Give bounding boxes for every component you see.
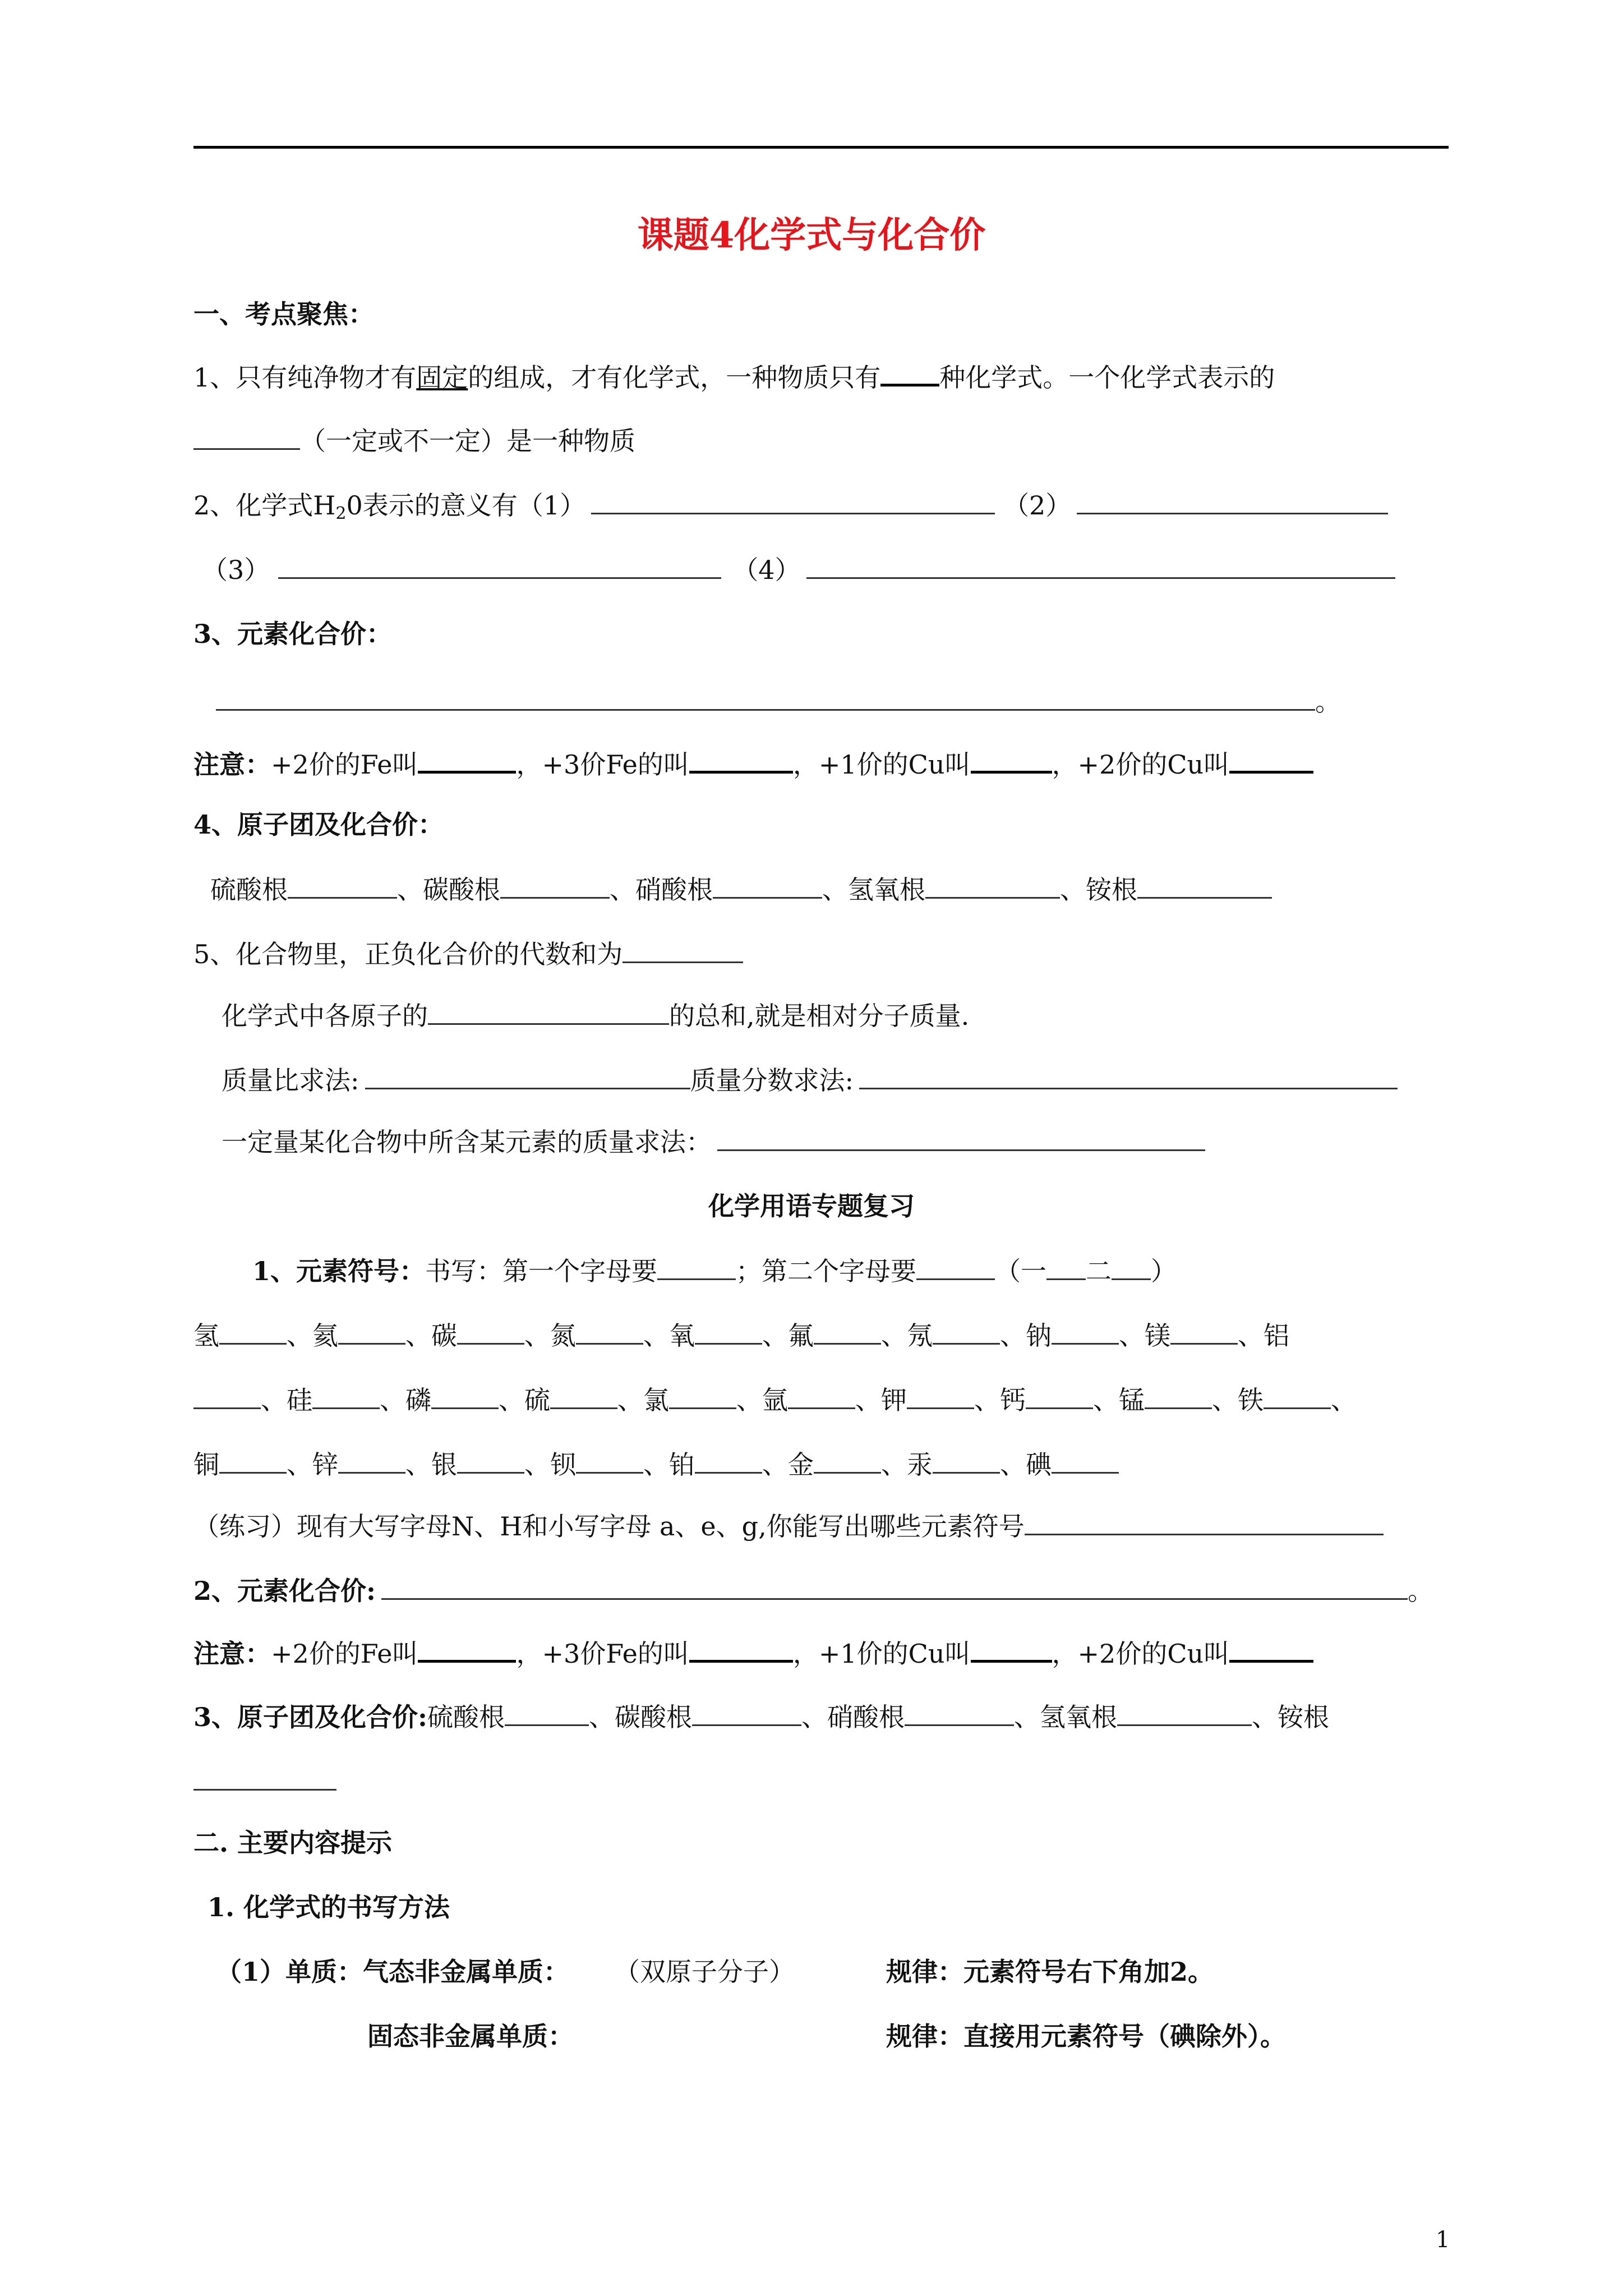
blank[interactable] xyxy=(657,1254,736,1280)
blank[interactable] xyxy=(692,1700,801,1726)
radical-line-cont xyxy=(193,1764,336,1798)
radical-label: 硫酸根 xyxy=(427,1702,505,1732)
blank[interactable] xyxy=(1229,1635,1313,1663)
review-title: 化学用语专题复习 xyxy=(708,1191,915,1221)
blank[interactable] xyxy=(1046,1254,1086,1280)
radical-label: 、碳酸根 xyxy=(589,1702,692,1732)
blank[interactable] xyxy=(1052,1318,1119,1345)
blank[interactable] xyxy=(381,1573,1408,1600)
blank[interactable] xyxy=(814,1447,881,1474)
blank[interactable] xyxy=(1145,1383,1212,1409)
e1-text: 二 xyxy=(1086,1256,1112,1286)
note-text: +2价的Fe叫 xyxy=(271,1639,418,1669)
rule-line-1-c: 规律：元素符号右下角加2。 xyxy=(886,1957,1214,1987)
radical-label: 、碳酸根 xyxy=(397,875,500,905)
element-label: 氢 xyxy=(193,1320,219,1351)
blank[interactable] xyxy=(591,488,995,514)
blank[interactable] xyxy=(689,1635,793,1663)
blank[interactable] xyxy=(925,872,1060,899)
blank[interactable] xyxy=(880,359,939,386)
blank[interactable] xyxy=(933,1447,1000,1474)
blank[interactable] xyxy=(288,872,397,899)
radical-label: 、铵根 xyxy=(1060,875,1137,905)
blank[interactable] xyxy=(1264,1383,1331,1409)
blank[interactable] xyxy=(1052,1447,1119,1474)
period: 。 xyxy=(1408,1576,1433,1606)
radical-label: 、铵根 xyxy=(1252,1702,1329,1732)
blank[interactable] xyxy=(859,1063,1398,1089)
q5-text: 质量比求法: xyxy=(222,1065,359,1096)
blank[interactable] xyxy=(418,1635,516,1663)
practice-line xyxy=(193,1509,1384,1543)
q2-text: 2、化学式H xyxy=(193,490,336,521)
blank[interactable] xyxy=(1112,1254,1151,1280)
e1-text: ） xyxy=(1151,1256,1177,1286)
blank[interactable] xyxy=(428,999,669,1025)
e2-label: 2、元素化合价: xyxy=(193,1576,376,1606)
element-label: 、氯 xyxy=(617,1385,669,1415)
radical-label: 、氢氧根 xyxy=(822,875,925,905)
radical-label: 、硝酸根 xyxy=(610,875,713,905)
element-label: 、钡 xyxy=(524,1450,576,1480)
element-label: 、镁 xyxy=(1119,1320,1170,1351)
rule-line-1-b: （双原子分子） xyxy=(614,1957,795,1987)
q2-text: 0表示的意义有（1） xyxy=(346,490,586,521)
element-label: 、钾 xyxy=(855,1385,907,1415)
practice-text: （练习）现有大写字母N、H和小写字母 a、e、g,你能写出哪些元素符号 xyxy=(193,1511,1025,1542)
period: 。 xyxy=(1315,687,1341,717)
element-label: 、铂 xyxy=(643,1450,695,1480)
question-1 xyxy=(193,359,1275,394)
element-label: 、碳 xyxy=(405,1320,457,1351)
blank[interactable] xyxy=(312,1383,380,1409)
blank[interactable] xyxy=(365,1063,690,1089)
blank[interactable] xyxy=(1077,488,1388,514)
element-label: 、碘 xyxy=(1000,1450,1052,1480)
subscript: 2 xyxy=(335,504,347,523)
question-2-cont xyxy=(202,553,1395,587)
q5-text: 的总和,就是相对分子质量. xyxy=(669,1001,970,1031)
element-symbol-rule xyxy=(252,1254,1177,1288)
blank[interactable] xyxy=(193,424,300,450)
header-rule xyxy=(193,146,1449,149)
note-text: ，+1价的Cu叫 xyxy=(792,749,971,780)
blank[interactable] xyxy=(695,1447,762,1474)
e1-text: 书写：第一个字母要 xyxy=(425,1256,658,1286)
valence-line xyxy=(193,1573,1433,1608)
subheading-formula-writing: 1. 化学式的书写方法 xyxy=(208,1892,450,1922)
element-label: 、氧 xyxy=(643,1320,695,1351)
note-text: ，+3价Fe的叫 xyxy=(516,749,689,780)
section-heading-2: 二. 主要内容提示 xyxy=(193,1828,393,1858)
element-label: 、硅 xyxy=(261,1385,312,1415)
blank[interactable] xyxy=(1025,1509,1384,1535)
element-label: 、氮 xyxy=(524,1320,576,1351)
element-label: 、氟 xyxy=(762,1320,814,1351)
page-number: 1 xyxy=(1436,2227,1450,2253)
radical-label: 硫酸根 xyxy=(210,875,288,905)
q5-text: 质量分数求法: xyxy=(690,1065,854,1096)
blank[interactable] xyxy=(814,1318,881,1345)
q1-text: 的组成，才有化学式，一种物质只有 xyxy=(468,362,881,393)
q5-text: 化学式中各原子的 xyxy=(222,1001,428,1031)
q5-text: 一定量某化合物中所含某元素的质量求法： xyxy=(222,1127,712,1157)
element-row-1 xyxy=(193,1318,1289,1352)
element-label: 、氩 xyxy=(736,1385,788,1415)
question-3-answer xyxy=(216,684,1341,719)
note-label: 注意： xyxy=(193,749,271,780)
q2-text: （3） xyxy=(202,555,270,585)
blank[interactable] xyxy=(689,746,793,774)
section-heading: 一、考点聚焦： xyxy=(193,299,374,329)
blank[interactable] xyxy=(418,746,516,774)
blank[interactable] xyxy=(695,1318,762,1345)
radical-list xyxy=(210,872,1272,907)
rule-line-1-a: （1）单质：气态非金属单质： xyxy=(216,1957,570,1987)
blank[interactable] xyxy=(576,1447,643,1474)
note-text: ，+1价的Cu叫 xyxy=(792,1639,971,1669)
note-1 xyxy=(193,746,1313,781)
blank[interactable] xyxy=(907,1383,974,1409)
blank[interactable] xyxy=(623,937,743,963)
element-label: 、锰 xyxy=(1093,1385,1145,1415)
blank[interactable] xyxy=(338,1447,405,1474)
blank[interactable] xyxy=(431,1383,499,1409)
blank[interactable] xyxy=(338,1318,405,1345)
e1-text: ；第二个字母要 xyxy=(736,1256,917,1286)
q1-text: （一定或不一定）是一种物质 xyxy=(300,426,635,456)
note-text: +2价的Fe叫 xyxy=(271,749,418,780)
blank[interactable] xyxy=(905,1700,1014,1726)
question-2 xyxy=(193,488,1388,531)
q2-text: （4） xyxy=(732,555,801,585)
note-2 xyxy=(193,1635,1313,1671)
element-label: 、氦 xyxy=(287,1320,338,1351)
element-label: 铜 xyxy=(193,1450,219,1480)
note-text: ，+2价的Cu叫 xyxy=(1052,749,1230,780)
e3-label: 3、原子团及化合价: xyxy=(193,1702,427,1732)
blank[interactable] xyxy=(1117,1700,1252,1726)
blank[interactable] xyxy=(219,1447,287,1474)
blank[interactable] xyxy=(788,1383,855,1409)
blank[interactable] xyxy=(193,1383,261,1409)
blank[interactable] xyxy=(1137,872,1272,899)
question-1-cont xyxy=(193,424,635,458)
question-5 xyxy=(193,937,743,971)
radical-label: 、氢氧根 xyxy=(1014,1702,1117,1732)
blank[interactable] xyxy=(193,1764,336,1791)
element-label: 、钠 xyxy=(1000,1320,1052,1351)
q1-text: 1、只有纯净物才有 xyxy=(193,362,417,393)
blank[interactable] xyxy=(971,1635,1052,1663)
element-label: 、银 xyxy=(405,1450,457,1480)
blank[interactable] xyxy=(1170,1318,1238,1345)
blank[interactable] xyxy=(916,1254,995,1280)
rule-line-2-b: 规律：直接用元素符号（碘除外）。 xyxy=(886,2021,1286,2051)
radical-label: 、硝酸根 xyxy=(801,1702,905,1732)
element-label: 、铁 xyxy=(1212,1385,1264,1415)
e1-label: 1、元素符号： xyxy=(252,1256,426,1286)
element-label: 、硫 xyxy=(499,1385,550,1415)
page-title: 课题4化学式与化合价 xyxy=(637,214,986,256)
q1-underlined: 固定 xyxy=(416,362,468,393)
blank[interactable] xyxy=(550,1383,617,1409)
blank[interactable] xyxy=(216,684,1315,711)
element-label: 、锌 xyxy=(287,1450,338,1480)
element-label: 、磷 xyxy=(380,1385,431,1415)
blank[interactable] xyxy=(457,1447,524,1474)
rule-line-2-a: 固态非金属单质： xyxy=(367,2021,574,2051)
blank[interactable] xyxy=(971,746,1052,774)
note-text: ，+2价的Cu叫 xyxy=(1052,1639,1230,1669)
element-label: 、金 xyxy=(762,1450,814,1480)
blank[interactable] xyxy=(806,553,1395,579)
q2-text: （2） xyxy=(1003,490,1072,521)
blank[interactable] xyxy=(457,1318,524,1345)
element-row-2 xyxy=(193,1383,1357,1417)
note-text: ，+3价Fe的叫 xyxy=(516,1639,689,1669)
element-label: 、钙 xyxy=(974,1385,1026,1415)
blank[interactable] xyxy=(219,1318,287,1345)
element-label: 、氖 xyxy=(881,1320,933,1351)
blank[interactable] xyxy=(713,872,822,899)
e1-text: （一 xyxy=(995,1256,1047,1286)
question-5d xyxy=(222,1125,1205,1159)
blank[interactable] xyxy=(669,1383,736,1409)
blank[interactable] xyxy=(576,1318,643,1345)
question-5b xyxy=(222,999,969,1033)
element-label: 、 xyxy=(1331,1385,1357,1415)
blank[interactable] xyxy=(278,553,721,579)
radical-line xyxy=(193,1700,1329,1734)
element-row-3 xyxy=(193,1447,1119,1481)
q5-text: 5、化合物里，正负化合价的代数和为 xyxy=(193,939,623,969)
question-3: 3、元素化合价： xyxy=(193,619,393,649)
question-5c xyxy=(222,1063,1398,1097)
blank[interactable] xyxy=(500,872,610,899)
blank[interactable] xyxy=(1229,746,1313,774)
q1-text: 种化学式。一个化学式表示的 xyxy=(939,362,1275,393)
element-label: 、汞 xyxy=(881,1450,933,1480)
blank[interactable] xyxy=(933,1318,1000,1345)
note-label: 注意： xyxy=(193,1639,271,1669)
blank[interactable] xyxy=(505,1700,589,1726)
blank[interactable] xyxy=(717,1125,1205,1151)
question-4: 4、原子团及化合价： xyxy=(193,809,444,840)
element-label: 、铝 xyxy=(1238,1320,1289,1351)
blank[interactable] xyxy=(1026,1383,1093,1409)
